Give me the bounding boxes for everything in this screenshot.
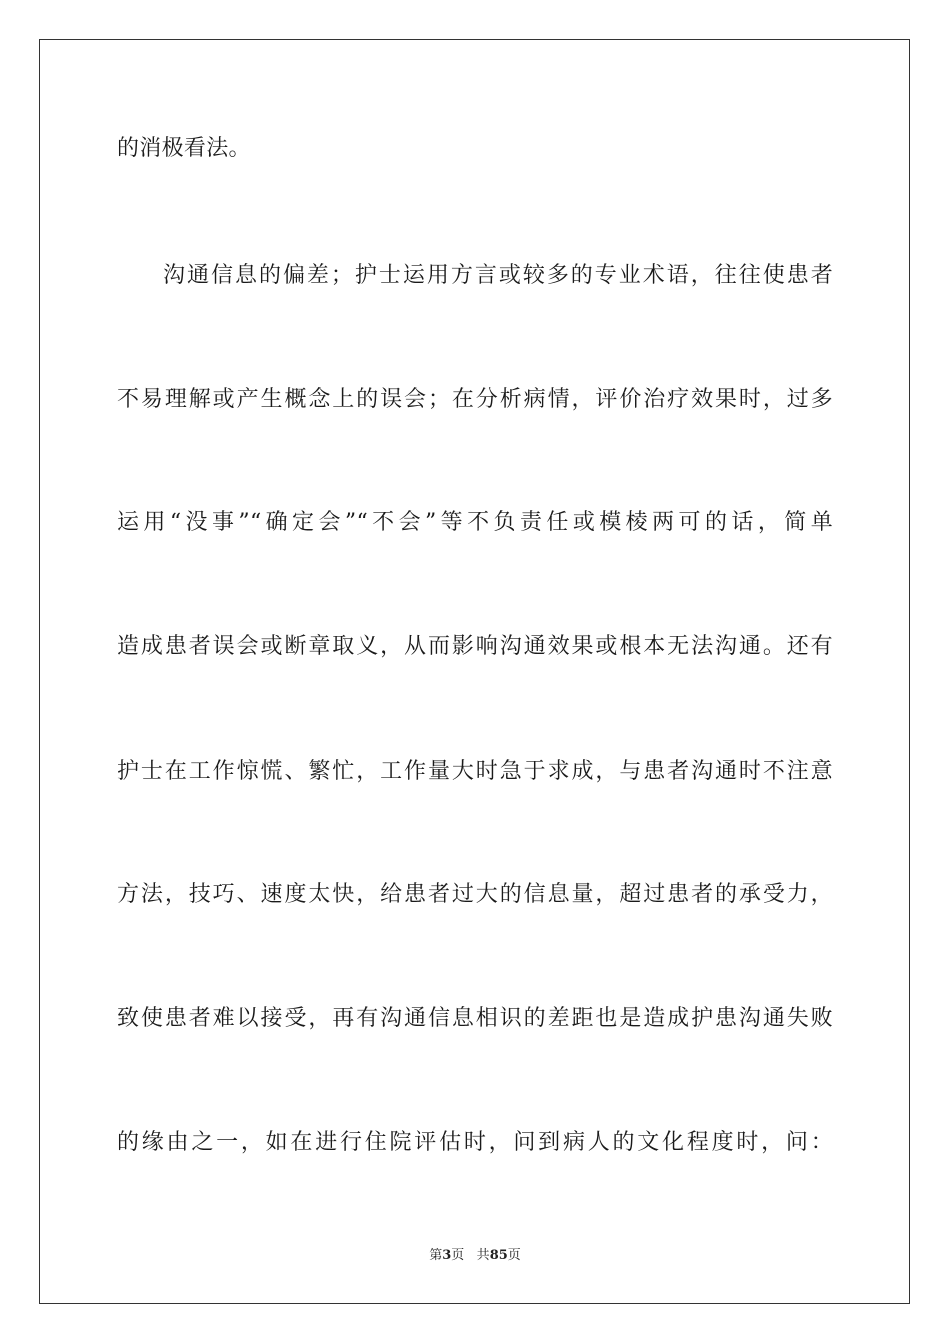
body-text-line: 护士在工作惊慌、繁忙，工作量大时急于求成，与患者沟通时不注意: [117, 759, 833, 784]
body-text-line: 的缘由之一，如在进行住院评估时，问到病人的文化程度时，问：: [117, 1130, 833, 1155]
body-text-line: 致使患者难以接受，再有沟通信息相识的差距也是造成护患沟通失败: [117, 1006, 833, 1031]
body-text-line: 运用“没事”“确定会”“不会”等不负责任或模棱两可的话，简单: [117, 510, 833, 535]
total-pages: 85: [489, 1248, 508, 1263]
body-text-line: 的消极看法。: [117, 136, 251, 161]
total-unit: 页: [507, 1248, 521, 1263]
page-border: [39, 39, 910, 1304]
page-footer: [0, 1247, 950, 1265]
body-text-line: 方法，技巧、速度太快，给患者过大的信息量，超过患者的承受力，: [117, 882, 833, 907]
page-unit: 页: [451, 1248, 465, 1263]
page-number: 3: [442, 1248, 452, 1263]
body-text-line: 沟通信息的偏差；护士运用方言或较多的专业术语，往往使患者: [163, 263, 833, 288]
page-prefix: 第: [429, 1248, 443, 1263]
body-text-line: 造成患者误会或断章取义，从而影响沟通效果或根本无法沟通。还有: [117, 634, 833, 659]
total-prefix: 共: [476, 1248, 490, 1263]
body-text-line: 不易理解或产生概念上的误会；在分析病情，评价治疗效果时，过多: [117, 387, 833, 412]
